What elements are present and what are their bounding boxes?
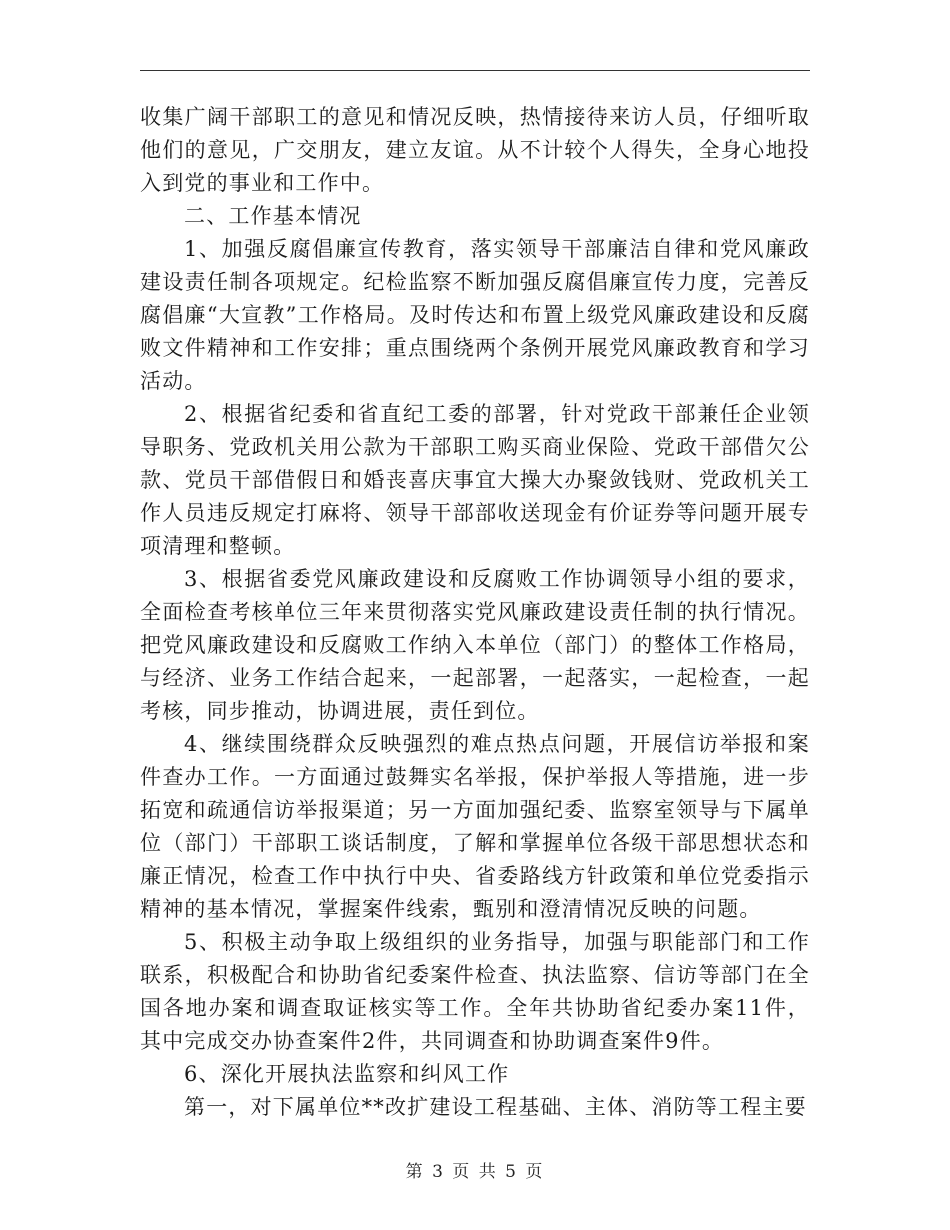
section-heading: 二、工作基本情况 (184, 204, 362, 228)
paragraph-intro: 收集广阔干部职工的意见和情况反映，热情接待来访人员，仔细听取他们的意见，广交朋友，建立友谊。从不计较个人得失，全身心地投入到党的事业和工作中。 (140, 105, 810, 195)
paragraph-item-3: 3、根据省委党风廉政建设和反腐败工作协调领导小组的要求，全面检查考核单位三年来贯彻落实党风廉政建设责任制的执行情况。把党风廉政建设和反腐败工作纳入本单位（部门）的整体工作格局，与经济、业务工作结合起来，一起部署，一起落实，一起检查，一起考核，同步推动，协调进展，责任到位。 (140, 567, 810, 723)
page-number: 第 3 页 共 5 页 (405, 1162, 545, 1182)
paragraph-first-point: 第一，对下属单位**改扩建设工程基础、主体、消防等工程主要 (184, 1095, 807, 1119)
document-body (140, 101, 810, 1124)
paragraph-item-5: 5、积极主动争取上级组织的业务指导，加强与职能部门和工作联系，积极配合和协助省纪委案件检查、执法监察、信访等部门在全国各地办案和调查取证核实等工作。全年共协助省纪委办案11件，其中完成交办协查案件2件，共同调查和协助调查案件9件。 (140, 930, 810, 1053)
paragraph-item-1: 1、加强反腐倡廉宣传教育，落实领导干部廉洁自律和党风廉政建设责任制各项规定。纪检监察不断加强反腐倡廉宣传力度，完善反腐倡廉“大宣教”工作格局。及时传达和布置上级党风廉政建设和反腐败文件精神和工作安排；重点围绕两个条例开展党风廉政教育和学习活动。 (140, 237, 810, 393)
paragraph-item-2: 2、根据省纪委和省直纪工委的部署，针对党政干部兼任企业领导职务、党政机关用公款为干部职工购买商业保险、党政干部借欠公款、党员干部借假日和婚丧喜庆事宜大操大办聚敛钱财、党政机关工作人员违反规定打麻将、领导干部部收送现金有价证券等问题开展专项清理和整顿。 (140, 402, 810, 558)
paragraph-item-6: 6、深化开展执法监察和纠风工作 (184, 1062, 510, 1086)
paragraph-item-4: 4、继续围绕群众反映强烈的难点热点问题，开展信访举报和案件查办工作。一方面通过鼓舞实名举报，保护举报人等措施，进一步拓宽和疏通信访举报渠道；另一方面加强纪委、监察室领导与下属单位（部门）干部职工谈话制度，了解和掌握单位各级干部思想状态和廉正情况，检查工作中执行中央、省委路线方针政策和单位党委指示精神的基本情况，掌握案件线索，甄别和澄清情况反映的问题。 (140, 732, 810, 921)
header-rule (140, 70, 810, 71)
